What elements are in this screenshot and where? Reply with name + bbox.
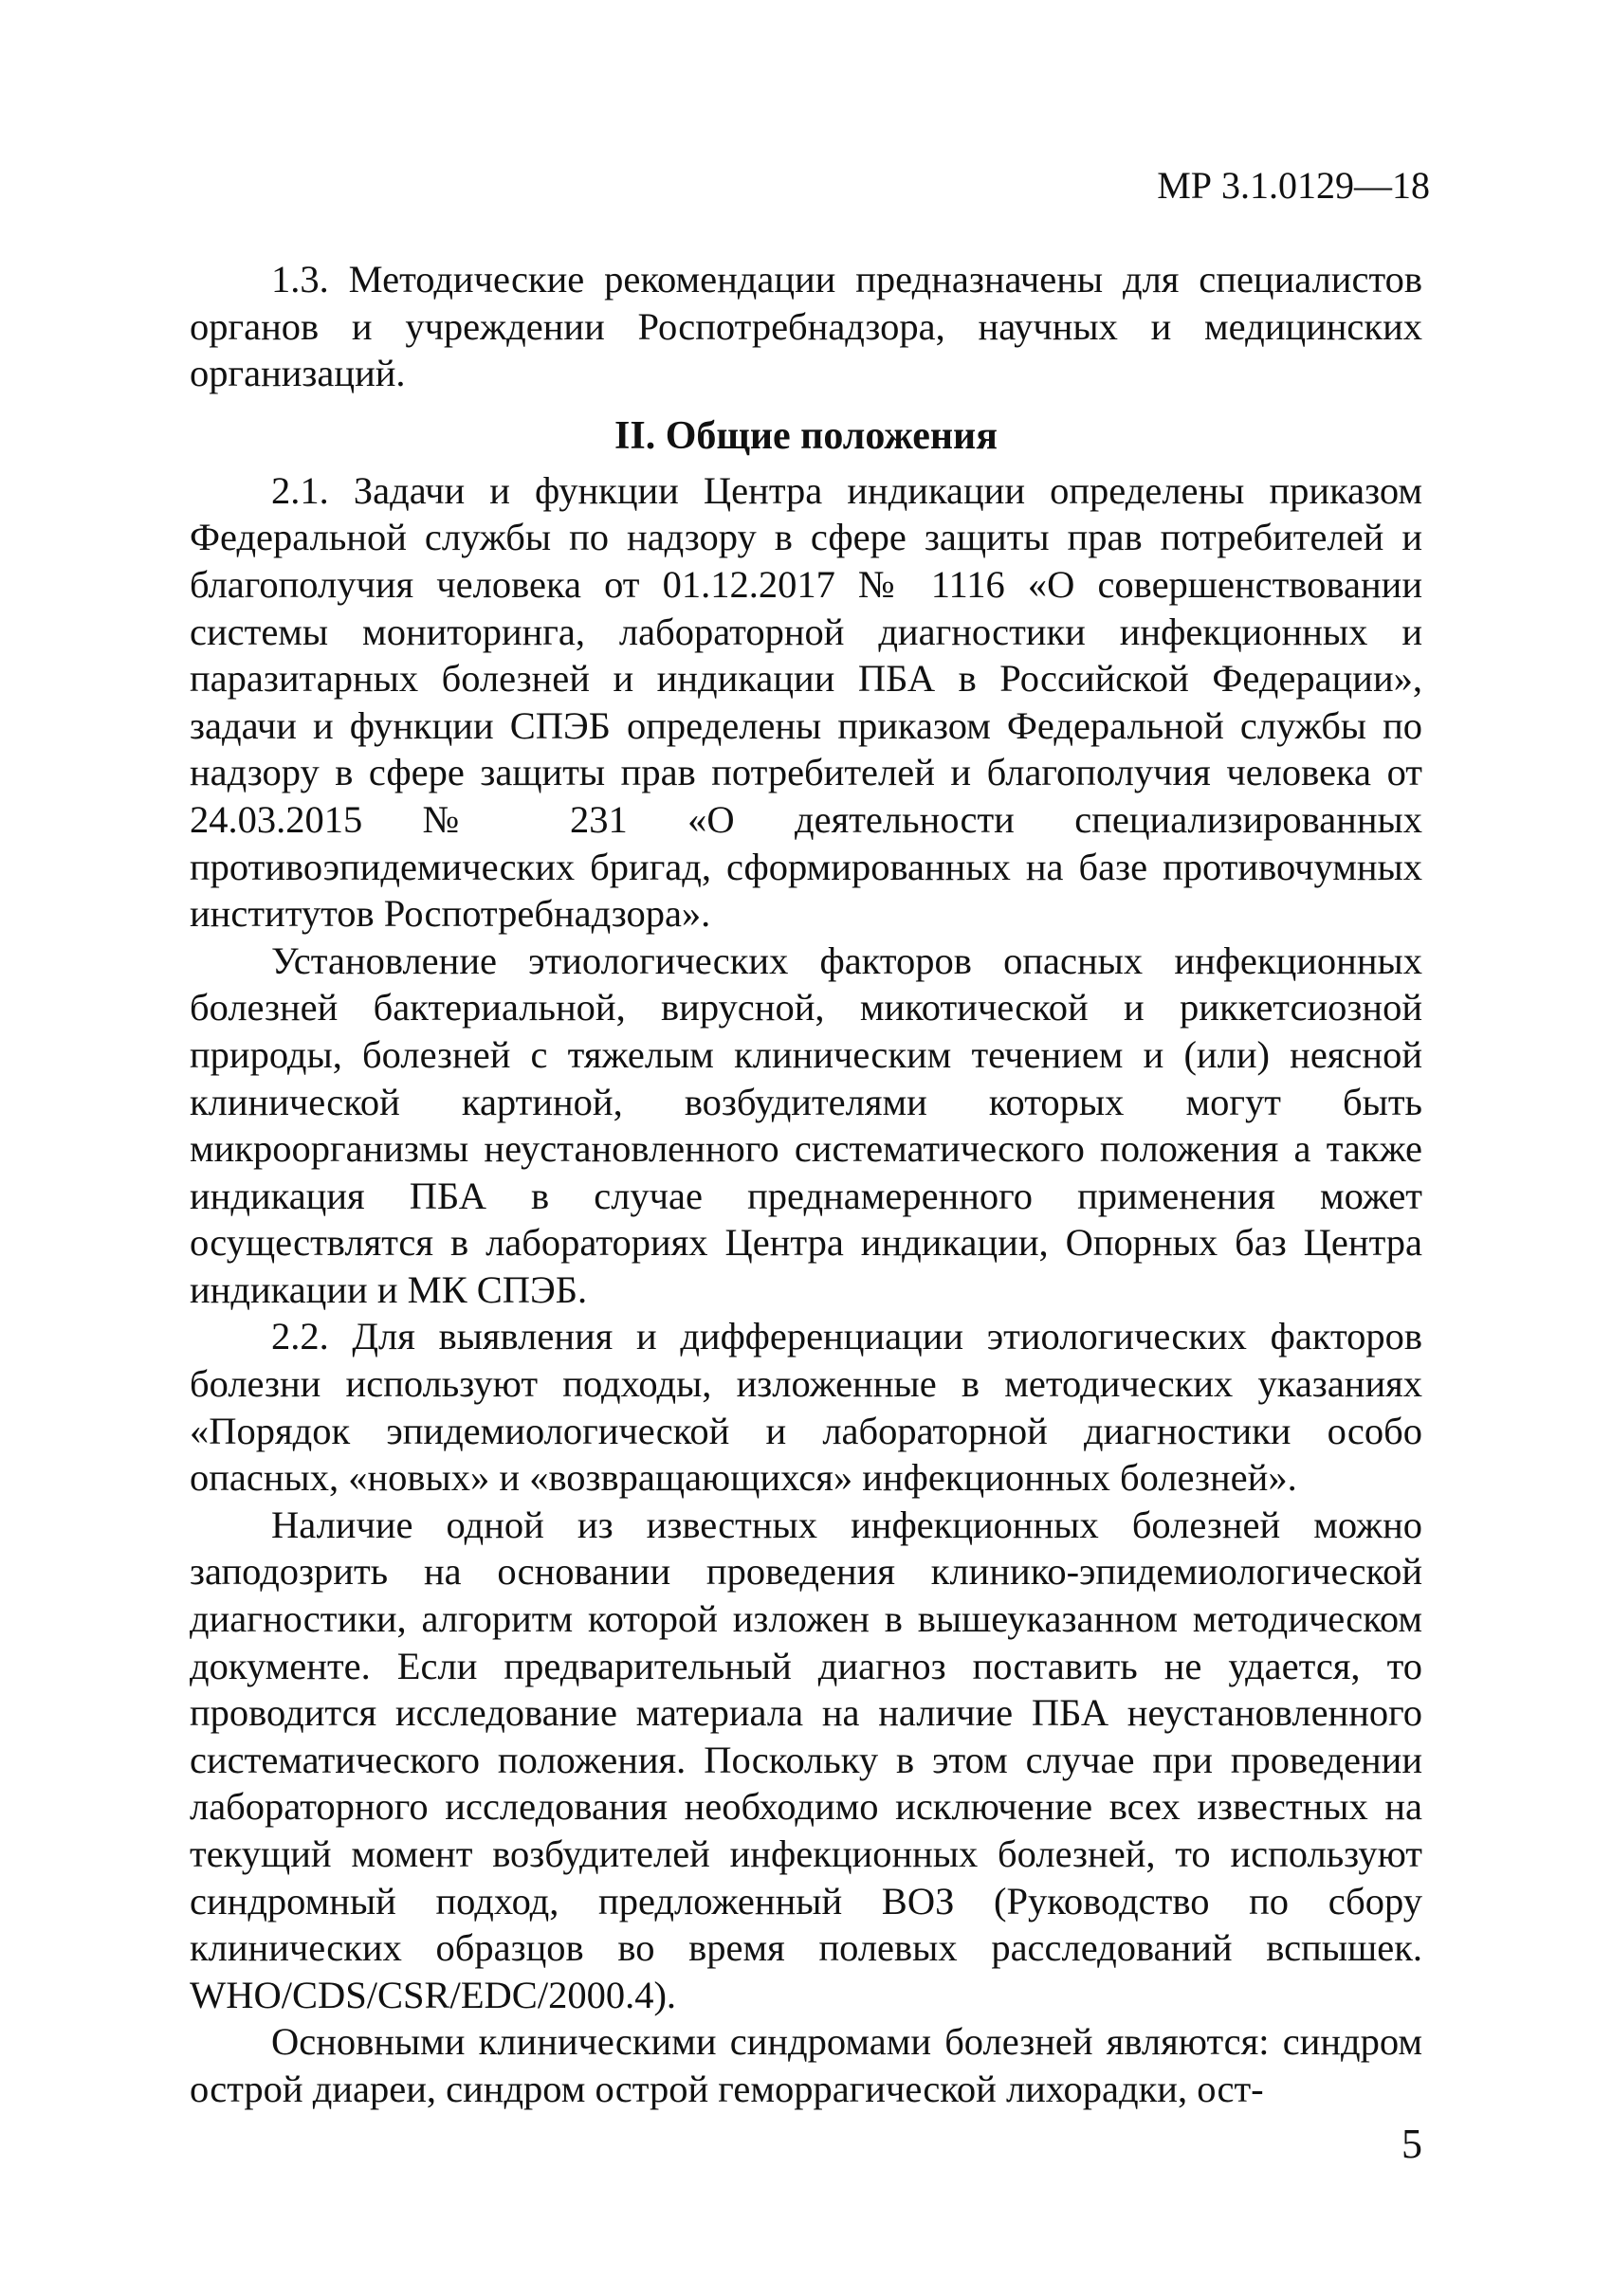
paragraph-2-2: 2.2. Для выявления и дифференциации этиологических факторов болезни используют подходы, изложенные в методических указаниях «Порядок эпидемиологической и лабораторной диагностики особо опасных, «новых» и «возвращающихся» инфекционных болезней». xyxy=(190,1315,1422,1500)
document-code: МР 3.1.0129—18 xyxy=(1157,164,1430,207)
paragraph-clinical-syndromes: Основными клиническими синдромами болезней являются: синдром острой диареи, синдром острой геморрагической лихорадки, ост- xyxy=(190,2020,1422,2110)
paragraph-etiology: Установление этиологических факторов опасных инфекционных болезней бактериальной, вирусной, микотической и риккетсиозной природы, болезней с тяжелым клиническим течением и (или) неясной клинической картиной, возбудителями которых могут быть микроорганизмы неустановленного систематического положения а также индикация ПБА в случае преднамеренного применения может осуществлятся в лабораториях Центра индикации, Опорных баз Центра индикации и МК СПЭБ. xyxy=(190,938,1422,1311)
section-title: II. Общие положения xyxy=(614,413,998,458)
paragraph-1-3: 1.3. Методические рекомендации предназначены для специалистов органов и учреждении Роспотребнадзора, научных и медицинских организаций. xyxy=(190,258,1422,395)
paragraph-2-1: 2.1. Задачи и функции Центра индикации определены приказом Федеральной службы по надзору в сфере защиты прав потребителей и благополучия человека от 01.12.2017 № 1116 «О совершенствовании системы мониторинга, лабораторной диагностики инфекционных и паразитарных болезней и индикации ПБА в Российской Федерации», задачи и функции СПЭБ определены приказом Федеральной службы по надзору в сфере защиты прав потребителей и благополучия человека от 24.03.2015 № 231 «О деятельности специализированных противоэпидемических бригад, сформированных на базе противочумных институтов Роспотребнадзора». xyxy=(190,468,1422,936)
paragraph-syndromic-approach: Наличие одной из известных инфекционных болезней можно заподозрить на основании проведения клинико-эпидемиологической диагностики, алгоритм которой изложен в вышеуказанном методическом документе. Если предварительный диагноз поставить не удается, то проводится исследование материала на наличие ПБА неустановленного систематического положения. Поскольку в этом случае при проведении лабораторного исследования необходимо исключение всех известных на текущий момент возбудителей инфекционных болезней, то используют синдромный подход, предложенный ВОЗ (Руководство по сбору клинических образцов во время полевых расследований вспышек. WHO/CDS/CSR/EDC/2000.4). xyxy=(190,1503,1422,2016)
page-number: 5 xyxy=(1401,2121,1422,2167)
document-body xyxy=(190,256,1422,2113)
